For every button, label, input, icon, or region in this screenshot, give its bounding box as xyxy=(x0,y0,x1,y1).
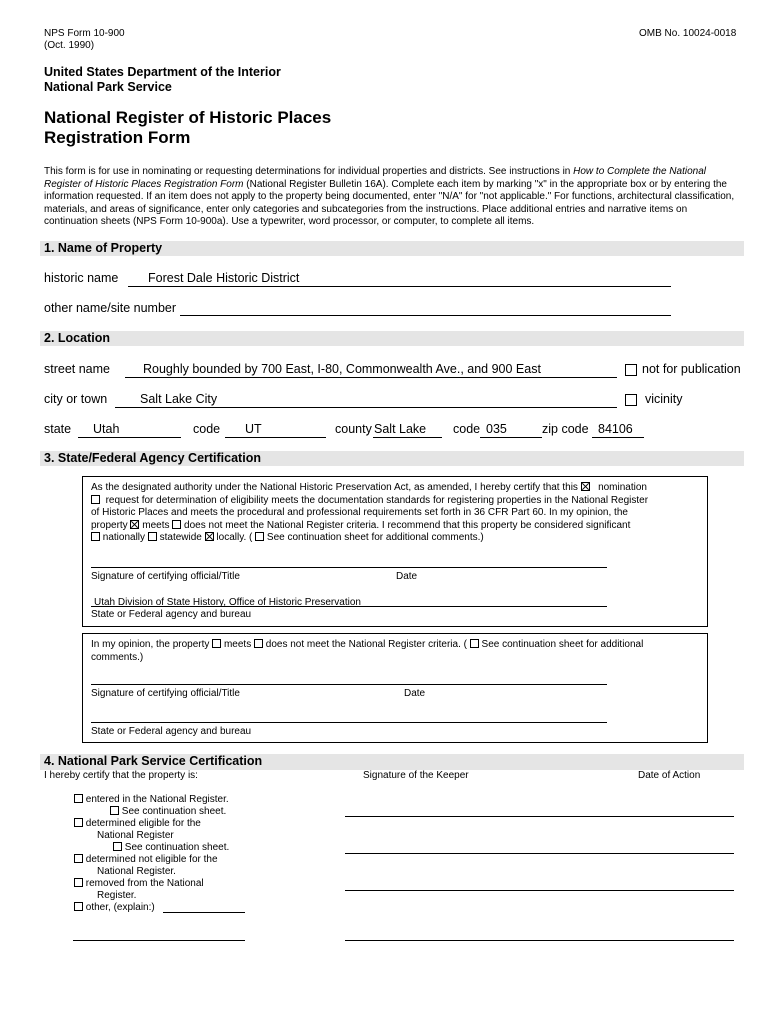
city-line xyxy=(115,407,617,408)
signature2-label: Signature of certifying official/Title xyxy=(91,688,240,699)
statewide-checkbox[interactable] xyxy=(148,532,157,541)
zip-field[interactable]: 84106 xyxy=(598,422,633,436)
street-field[interactable]: Roughly bounded by 700 East, I-80, Commonwealth Ave., and 900 East xyxy=(143,362,541,376)
determination-checkbox[interactable] xyxy=(91,495,100,504)
does-not-meet-checkbox[interactable] xyxy=(172,520,181,529)
certify-intro: I hereby certify that the property is: xyxy=(44,770,198,781)
agency-label: State or Federal agency and bureau xyxy=(91,609,252,620)
zip-label: zip code xyxy=(542,422,589,436)
section4-header: 4. National Park Service Certification xyxy=(40,754,744,770)
nationally-checkbox[interactable] xyxy=(91,532,100,541)
nomination-checkbox[interactable] xyxy=(581,482,590,491)
removed-line2: Register. xyxy=(97,890,137,901)
county-label: county xyxy=(335,422,372,436)
state-code-line xyxy=(225,437,326,438)
agency-line xyxy=(91,606,607,607)
keeper-line-1[interactable] xyxy=(345,816,734,817)
det-eligible-checkbox[interactable] xyxy=(74,818,83,827)
page-title-line1: National Register of Historic Places xyxy=(44,108,332,127)
keeper-line-4[interactable] xyxy=(345,940,734,941)
form-date: (Oct. 1990) xyxy=(44,40,95,51)
county-code-field[interactable]: 035 xyxy=(486,422,507,436)
form-number: NPS Form 10-900 xyxy=(44,28,125,39)
opinion-box: In my opinion, the property meets does not meet the National Register criteria. ( See continuation sheet for additional comments.) Signature of certifying official/Title Date State or Federal agency and bureau xyxy=(82,633,708,743)
section2-header: 2. Location xyxy=(40,331,744,346)
signature2-line[interactable] xyxy=(91,684,607,685)
historic-name-field[interactable]: Forest Dale Historic District xyxy=(148,271,300,285)
not-for-publication-checkbox[interactable] xyxy=(625,362,637,380)
county-line xyxy=(373,437,442,438)
agency-field[interactable]: Utah Division of State History, Office of Historic Preservation xyxy=(94,597,361,608)
county-code-label: code xyxy=(453,422,481,436)
other-explain-line2[interactable] xyxy=(73,940,245,941)
other-name-label: other name/site number xyxy=(44,301,177,315)
det-eligible-item: determined eligible for the xyxy=(74,818,201,831)
zip-line xyxy=(592,437,644,438)
det-not-item: determined not eligible for the xyxy=(74,854,218,867)
signature-line[interactable] xyxy=(91,567,607,568)
opinion-meets-checkbox[interactable] xyxy=(212,639,221,648)
agency2-line[interactable] xyxy=(91,722,607,723)
city-field[interactable]: Salt Lake City xyxy=(140,392,218,406)
service-name: National Park Service xyxy=(44,80,172,94)
date-label: Date xyxy=(396,571,418,582)
keeper-line-2[interactable] xyxy=(345,853,734,854)
state-line xyxy=(78,437,181,438)
removed-checkbox[interactable] xyxy=(74,878,83,887)
see-cont1-checkbox[interactable] xyxy=(110,806,119,815)
opinion-continuation-checkbox[interactable] xyxy=(470,639,479,648)
see-cont2-item: See continuation sheet. xyxy=(113,842,229,855)
section3-header: 3. State/Federal Agency Certification xyxy=(40,451,744,466)
department-name: United States Department of the Interior xyxy=(44,65,281,79)
meets-checkbox[interactable] xyxy=(130,520,139,529)
date2-label: Date xyxy=(404,688,426,699)
vicinity-label: vicinity xyxy=(645,392,683,406)
other-explain-line[interactable] xyxy=(163,912,245,913)
removed-item: removed from the National xyxy=(74,878,204,891)
other-name-line xyxy=(180,315,671,316)
date-of-action-label: Date of Action xyxy=(638,770,701,781)
other-checkbox[interactable] xyxy=(74,902,83,911)
opinion-does-not-meet-checkbox[interactable] xyxy=(254,639,263,648)
street-label: street name xyxy=(44,362,111,376)
county-code-line xyxy=(480,437,542,438)
continuation-sheet-checkbox[interactable] xyxy=(255,532,264,541)
not-for-publication-label: not for publication xyxy=(642,362,741,376)
keeper-line-3[interactable] xyxy=(345,890,734,891)
historic-name-line xyxy=(128,286,671,287)
intro-paragraph: This form is for use in nominating or requesting determinations for individual properties and districts. See instructions in How to Complete the National Register of Historic Places Registration Form (National Register Bulletin 16A). Complete each item by marking "x" in the appropriate box or by entering the information requested. If an item does not apply to the property being documented, enter "N/A" for "not applicable." For functions, architectural classification, materials, and areas of significance, enter only categories and subcategories from the instructions. Place additional entries and narrative items on continuation sheets (NPS Form 10-900a). Use a typewriter, word processor, or computer, to complete all items. xyxy=(44,166,735,227)
see-cont1-item: See continuation sheet. xyxy=(110,806,226,819)
locally-checkbox[interactable] xyxy=(205,532,214,541)
street-line xyxy=(125,377,617,378)
see-cont2-checkbox[interactable] xyxy=(113,842,122,851)
entered-checkbox[interactable] xyxy=(74,794,83,803)
det-not-checkbox[interactable] xyxy=(74,854,83,863)
det-not-line2: National Register. xyxy=(97,866,176,877)
other-item: other, (explain:) xyxy=(74,902,155,915)
state-label: state xyxy=(44,422,72,436)
historic-name-label: historic name xyxy=(44,271,119,285)
vicinity-checkbox[interactable] xyxy=(625,392,637,410)
omb-number: OMB No. 10024-0018 xyxy=(639,28,737,39)
state-code-field[interactable]: UT xyxy=(245,422,262,436)
signature-label: Signature of certifying official/Title xyxy=(91,571,240,582)
entered-item: entered in the National Register. xyxy=(74,794,229,807)
keeper-signature-label: Signature of the Keeper xyxy=(363,770,469,781)
state-certification-box: As the designated authority under the National Historic Preservation Act, as amended, I hereby certify that this nomination request for determination of eligibility meets the documentation standards for registering properties in the National Register of Historic Places and meets the procedural and professional requirements set forth in 36 CFR Part 60. In my opinion, the property meets does not meet the National Register criteria. I recommend that this property be considered significant nationally statewide locally. ( See continuation sheet for additional comments.) Signature of certifying official/Title Date Utah Division of State History, Office of Historic Preservation State or Federal agency and bureau xyxy=(82,476,708,627)
det-eligible-line2: National Register xyxy=(97,830,174,841)
state-field[interactable]: Utah xyxy=(93,422,120,436)
page-title-line2: Registration Form xyxy=(44,128,191,147)
county-field[interactable]: Salt Lake xyxy=(374,422,427,436)
agency2-label: State or Federal agency and bureau xyxy=(91,726,252,737)
city-label: city or town xyxy=(44,392,108,406)
state-code-label: code xyxy=(193,422,221,436)
section1-header: 1. Name of Property xyxy=(40,241,744,256)
